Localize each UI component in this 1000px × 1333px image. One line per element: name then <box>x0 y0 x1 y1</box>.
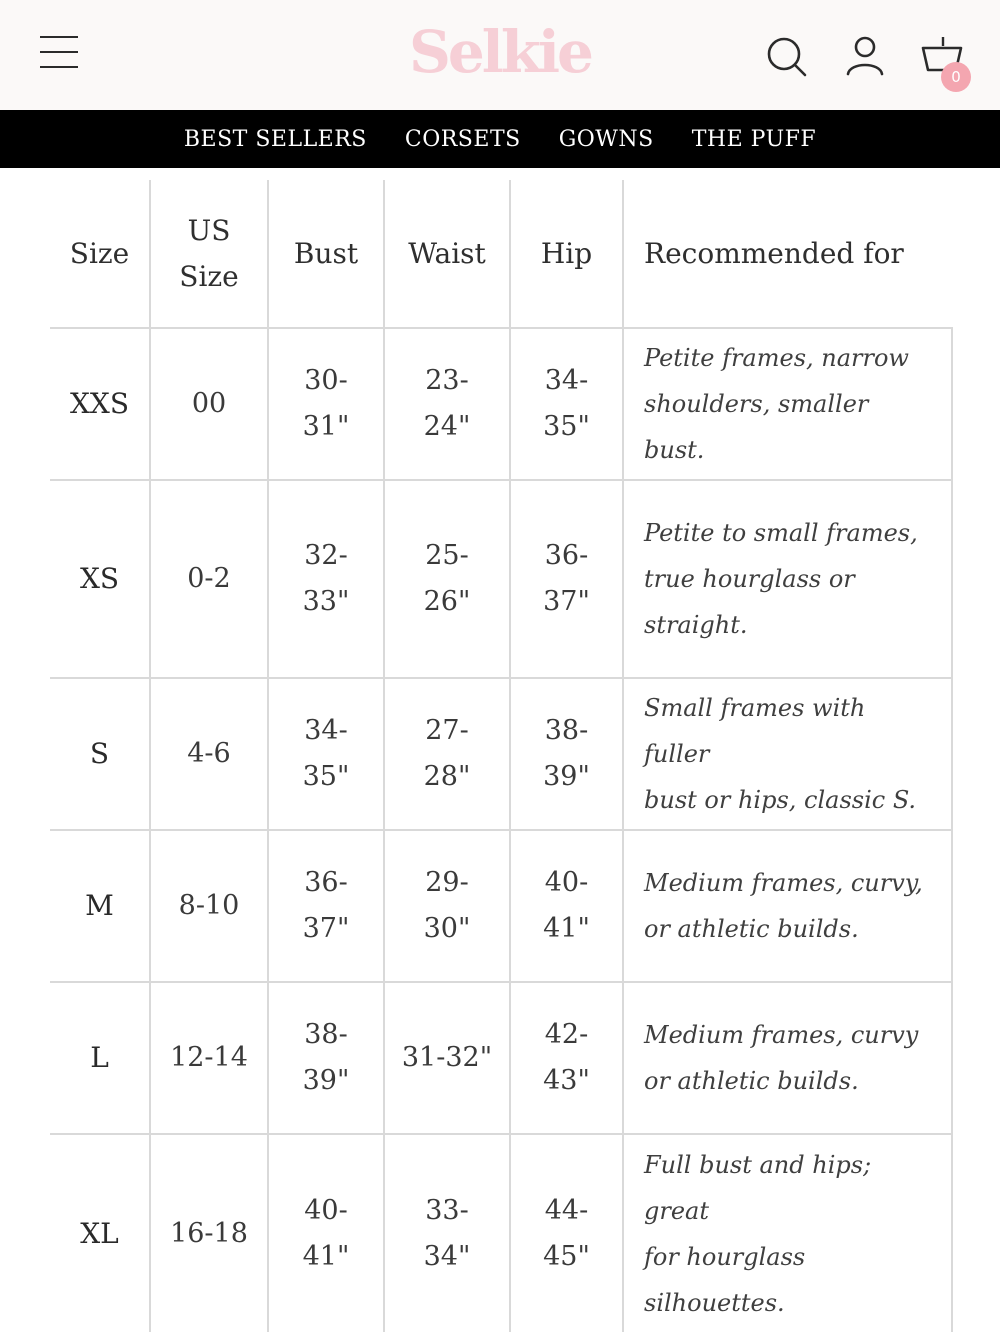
us-size-cell: 0-2 <box>150 480 268 678</box>
hip-line: 42- <box>544 1019 589 1050</box>
waist-line: 27- <box>425 715 469 746</box>
rec-line: Full bust and hips; great <box>644 1150 872 1225</box>
bust-cell <box>268 480 384 678</box>
recommended-cell <box>623 328 952 480</box>
hip-cell <box>510 678 623 830</box>
bust-line: 32- <box>304 540 348 571</box>
search-icon[interactable] <box>764 34 808 78</box>
nav-gowns[interactable]: GOWNS <box>558 126 654 152</box>
hip-line: 39" <box>543 761 590 792</box>
rec-line: bust or hips, classic S. <box>644 786 917 814</box>
size-cell: L <box>50 982 150 1134</box>
nav-the-puff[interactable]: THE PUFF <box>691 126 817 152</box>
size-cell: XL <box>50 1134 150 1332</box>
bust-line: 37" <box>302 913 350 944</box>
hip-line: 41" <box>543 913 590 944</box>
bust-line: 40- <box>304 1194 348 1226</box>
hip-cell <box>510 1134 623 1332</box>
header-us-size <box>150 180 268 328</box>
table-row <box>50 678 952 830</box>
table-row <box>50 1134 952 1332</box>
hip-cell <box>510 830 623 982</box>
header-hip: Hip <box>510 180 623 328</box>
hip-line: 38- <box>544 715 589 746</box>
waist-cell <box>384 982 510 1134</box>
rec-line: or athletic builds. <box>644 915 859 943</box>
rec-line: Medium frames, curvy <box>644 1021 919 1049</box>
header-us-size-line2: Size <box>179 259 239 293</box>
waist-line: 33- <box>425 1194 469 1226</box>
recommended-cell <box>623 830 952 982</box>
rec-line: true hourglass or <box>644 565 855 593</box>
hip-line: 44- <box>544 1194 589 1226</box>
waist-cell <box>384 328 510 480</box>
nav-corsets[interactable]: CORSETS <box>404 126 521 152</box>
bust-cell <box>268 982 384 1134</box>
table-row <box>50 328 952 480</box>
bust-cell <box>268 1134 384 1332</box>
rec-line: Small frames with fuller <box>644 694 866 768</box>
recommended-cell <box>623 982 952 1134</box>
hip-line: 34- <box>544 365 589 396</box>
size-cell: M <box>50 830 150 982</box>
header-recommended: Recommended for <box>623 180 952 328</box>
waist-line: 28" <box>423 761 471 792</box>
us-size-cell: 00 <box>150 328 268 480</box>
bust-line: 39" <box>302 1065 350 1096</box>
hip-line: 45" <box>543 1240 590 1272</box>
bust-line: 34- <box>304 715 348 746</box>
hip-line: 40- <box>544 867 589 898</box>
cart-count-badge[interactable]: 0 <box>941 62 971 92</box>
size-chart-table <box>50 180 953 1332</box>
account-icon[interactable] <box>843 34 887 78</box>
size-cell: XS <box>50 480 150 678</box>
bust-line: 41" <box>302 1240 350 1272</box>
brand-logo[interactable]: Selkie <box>409 18 591 86</box>
rec-line: or athletic builds. <box>644 1067 859 1095</box>
rec-line: Medium frames, curvy, <box>644 869 923 897</box>
header-us-size-line1: US <box>187 213 231 247</box>
us-size-cell: 4-6 <box>150 678 268 830</box>
hip-cell <box>510 982 623 1134</box>
waist-line: 24" <box>423 411 471 442</box>
bust-line: 31" <box>302 411 350 442</box>
rec-line: Petite to small frames, <box>644 519 918 547</box>
waist-line: 31-32" <box>401 1042 493 1073</box>
hip-cell <box>510 328 623 480</box>
table-header-row <box>50 180 952 328</box>
waist-line: 26" <box>423 586 471 617</box>
header-bust: Bust <box>268 180 384 328</box>
rec-line: Petite frames, narrow <box>644 344 909 372</box>
waist-line: 30" <box>423 913 471 944</box>
nav-best-sellers[interactable]: BEST SELLERS <box>183 126 367 152</box>
waist-line: 34" <box>423 1240 471 1272</box>
waist-cell <box>384 678 510 830</box>
size-cell: XXS <box>50 328 150 480</box>
rec-line: straight. <box>644 611 748 639</box>
hip-line: 43" <box>543 1065 590 1096</box>
hip-line: 35" <box>543 411 590 442</box>
waist-cell <box>384 830 510 982</box>
bust-line: 36- <box>304 867 348 898</box>
bust-cell <box>268 328 384 480</box>
site-header <box>0 0 1000 110</box>
waist-line: 25- <box>425 540 469 571</box>
header-size: Size <box>50 180 150 328</box>
rec-line: silhouettes. <box>644 1288 785 1317</box>
hip-line: 36- <box>544 540 589 571</box>
recommended-cell <box>623 480 952 678</box>
header-waist: Waist <box>384 180 510 328</box>
table-row <box>50 982 952 1134</box>
bust-line: 38- <box>304 1019 348 1050</box>
waist-cell <box>384 480 510 678</box>
hip-cell <box>510 480 623 678</box>
waist-line: 23- <box>425 365 469 396</box>
waist-line: 29- <box>425 867 469 898</box>
bust-line: 35" <box>302 761 350 792</box>
bust-cell <box>268 830 384 982</box>
recommended-cell <box>623 1134 952 1332</box>
size-cell: S <box>50 678 150 830</box>
bust-line: 33" <box>302 586 350 617</box>
main-nav <box>0 110 1000 168</box>
bust-line: 30- <box>304 365 348 396</box>
table-row <box>50 830 952 982</box>
rec-line: shoulders, smaller bust. <box>644 390 869 464</box>
us-size-cell: 16-18 <box>150 1134 268 1332</box>
bust-cell <box>268 678 384 830</box>
us-size-cell: 8-10 <box>150 830 268 982</box>
waist-cell <box>384 1134 510 1332</box>
recommended-cell <box>623 678 952 830</box>
rec-line: for hourglass <box>644 1242 806 1271</box>
table-row <box>50 480 952 678</box>
hip-line: 37" <box>543 586 590 617</box>
us-size-cell: 12-14 <box>150 982 268 1134</box>
